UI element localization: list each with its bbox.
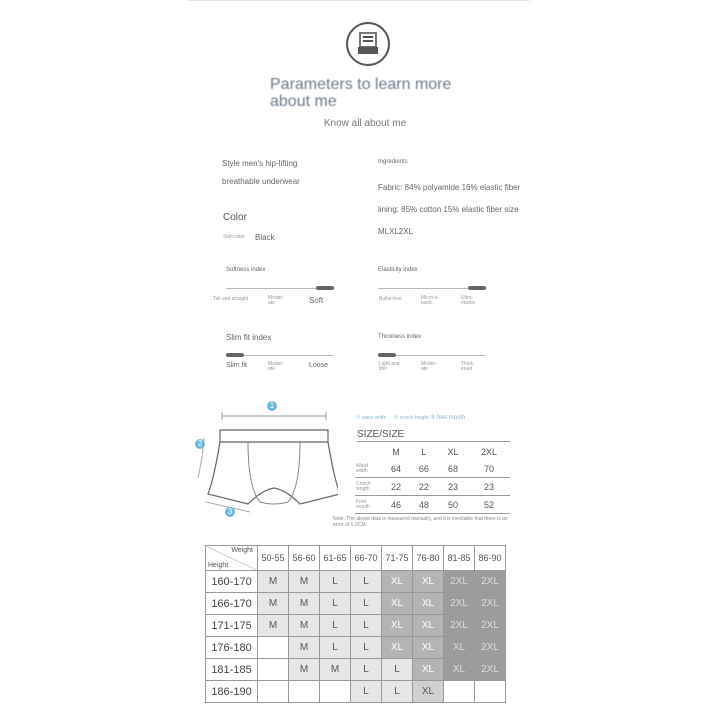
size-recommendation-cell: L (320, 615, 351, 637)
size-recommendation-cell: L (351, 637, 382, 659)
size-col-header: M (392, 446, 400, 457)
size-row-label: Foot mouth (355, 496, 382, 514)
size-recommendation-cell: XL (444, 659, 475, 681)
elasticity-right-label: Ultra-elastic (461, 295, 476, 306)
size-cell: 66 (410, 460, 438, 478)
size-recommendation-cell (289, 681, 320, 703)
size-table-note: Note: The above data is measured manually, and it is inevitable that there is an error of 1-2CM. (333, 516, 508, 528)
size-recommendation-cell: XL (413, 593, 444, 615)
size-recommendation-cell: XL (413, 571, 444, 593)
size-recommendation-cell: L (382, 681, 413, 703)
weight-header: 50-55 (258, 546, 289, 571)
height-row-header: 176-180 (206, 637, 258, 659)
size-recommendation-cell: 2XL (444, 615, 475, 637)
size-recommendation-cell: M (258, 615, 289, 637)
size-recommendation-cell: L (351, 615, 382, 637)
ingredients-label: Ingredients (378, 159, 408, 165)
elasticity-slider-knob (468, 286, 486, 290)
underwear-measurement-diagram (192, 398, 338, 522)
height-row-header: 186-190 (206, 681, 258, 703)
page-title: Parameters to learn more about me (270, 76, 452, 110)
size-recommendation-cell: XL (413, 615, 444, 637)
size-recommendation-cell: M (320, 659, 351, 681)
size-recommendation-cell (258, 637, 289, 659)
size-table (355, 443, 510, 514)
size-cell: 70 (468, 460, 510, 478)
weight-axis-label: Weight (231, 547, 253, 554)
page-subtitle: Know all about me (323, 118, 407, 129)
size-recommendation-cell (258, 659, 289, 681)
thickness-index-label: Thickness index (378, 334, 422, 340)
size-recommendation-cell: 2XL (475, 615, 506, 637)
weight-height-corner (206, 546, 258, 571)
size-recommendation-cell: M (258, 593, 289, 615)
size-recommendation-cell: XL (382, 593, 413, 615)
weight-header: 76-80 (413, 546, 444, 571)
slim-fit-left-label: Slim fit (226, 362, 247, 369)
size-recommendation-cell: L (320, 593, 351, 615)
size-row-label: Waist width (355, 460, 382, 478)
size-recommendation-cell: L (382, 659, 413, 681)
weight-header: 66-70 (351, 546, 382, 571)
weight-header: 71-75 (382, 546, 413, 571)
size-recommendation-cell: L (320, 571, 351, 593)
size-recommendation-cell: L (320, 637, 351, 659)
elasticity-index-label: Elasticity index (378, 267, 418, 273)
thickness-left-label: Light and thin (379, 361, 400, 372)
legend-crotch: ② crotch height (394, 415, 429, 421)
size-row-label: Crotch length (355, 478, 382, 496)
size-cell: 68 (438, 460, 468, 478)
elasticity-left-label: Bullet-free (379, 296, 402, 302)
size-recommendation-cell: M (289, 615, 320, 637)
color-label: Color (223, 212, 247, 223)
slim-fit-right-label: Loose (309, 362, 329, 369)
size-cell: 23 (468, 478, 510, 496)
height-axis-label: Height (208, 562, 229, 569)
size-col-header: L (421, 446, 427, 457)
size-recommendation-cell: L (351, 571, 382, 593)
softness-left-label: Tall and straight (213, 296, 249, 302)
thickness-mid-label: Moder-ate (421, 361, 437, 372)
size-recommendation-cell: XL (382, 615, 413, 637)
brand-logo-icon (346, 22, 390, 66)
size-recommendation-cell (444, 681, 475, 703)
weight-height-size-table (205, 545, 506, 703)
available-sizes: MLXL2XL (378, 227, 414, 236)
size-recommendation-cell: M (289, 571, 320, 593)
softness-right-label: Soft (309, 296, 324, 305)
size-recommendation-cell: XL (413, 659, 444, 681)
thickness-right-label: Thick-ened (461, 361, 475, 372)
legend-foot: ③ feet mouth (430, 415, 466, 421)
size-cell: 22 (382, 478, 410, 496)
marker-crotch: 2 (195, 439, 205, 449)
size-recommendation-cell: 2XL (475, 659, 506, 681)
size-recommendation-cell (258, 681, 289, 703)
height-row-header: 160-170 (206, 571, 258, 593)
size-recommendation-cell: L (351, 659, 382, 681)
size-recommendation-cell (475, 681, 506, 703)
size-col-header: XL (447, 446, 459, 457)
size-recommendation-cell: M (289, 659, 320, 681)
size-cell: 50 (438, 496, 468, 514)
size-cell: 52 (468, 496, 510, 514)
size-recommendation-cell: XL (444, 637, 475, 659)
thickness-slider-knob (378, 353, 396, 357)
top-divider (188, 0, 530, 1)
weight-header: 56-60 (289, 546, 320, 571)
skin-color-label: Skin color (223, 234, 245, 240)
size-cell: 64 (382, 460, 410, 478)
slim-fit-slider-knob (226, 353, 244, 357)
size-recommendation-cell (320, 681, 351, 703)
lining-composition: lining: 85% cotton 15% elastic fiber size (378, 205, 519, 214)
marker-waist: 1 (267, 401, 277, 411)
size-cell: 22 (410, 478, 438, 496)
softness-slider-knob (316, 286, 334, 290)
size-col-header: 2XL (481, 446, 498, 457)
size-cell: 23 (438, 478, 468, 496)
size-cell: 48 (410, 496, 438, 514)
color-value: Black (255, 233, 275, 242)
size-recommendation-cell: 2XL (475, 571, 506, 593)
size-recommendation-cell: 2XL (444, 593, 475, 615)
marker-foot: 3 (225, 507, 235, 517)
size-recommendation-cell: 2XL (444, 571, 475, 593)
elasticity-mid-label: Micro-e-lastic (421, 295, 440, 306)
size-recommendation-cell: XL (413, 681, 444, 703)
size-recommendation-cell: XL (382, 571, 413, 593)
style-label-line2: breathable underwear (222, 177, 300, 186)
style-label-line1: Style men's hip-lifting (222, 159, 298, 168)
softness-mid-label: Moder-ate (268, 295, 284, 306)
height-row-header: 166-170 (206, 593, 258, 615)
size-recommendation-cell: L (351, 593, 382, 615)
height-row-header: 181-185 (206, 659, 258, 681)
slim-fit-mid-label: Moder-ate (268, 361, 284, 372)
size-recommendation-cell: XL (382, 637, 413, 659)
fabric-composition: Fabric: 84% polyamide 16% elastic fiber (378, 183, 521, 192)
size-recommendation-cell: 2XL (475, 637, 506, 659)
size-recommendation-cell: M (289, 593, 320, 615)
slim-fit-index-label: Slim fit index (226, 333, 272, 342)
size-table-top-rule (357, 441, 510, 442)
weight-header: 81-85 (444, 546, 475, 571)
weight-header: 61-65 (320, 546, 351, 571)
height-row-header: 171-175 (206, 615, 258, 637)
size-table-title: SIZE/SIZE (357, 429, 405, 440)
size-recommendation-cell: 2XL (475, 593, 506, 615)
size-cell: 46 (382, 496, 410, 514)
softness-index-label: Softness index (226, 267, 266, 273)
size-recommendation-cell: M (258, 571, 289, 593)
size-recommendation-cell: M (289, 637, 320, 659)
size-recommendation-cell: L (351, 681, 382, 703)
weight-header: 86-90 (475, 546, 506, 571)
legend-waist: ① waist width (356, 415, 387, 421)
size-recommendation-cell: XL (413, 637, 444, 659)
